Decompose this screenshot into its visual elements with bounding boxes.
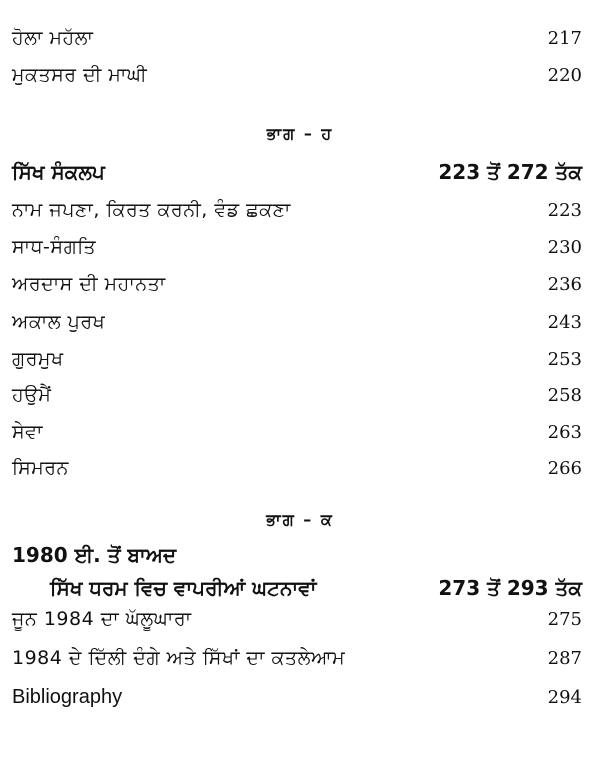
entry-page: 263 — [547, 422, 582, 443]
entry-title: ਸੇਵਾ — [12, 421, 43, 443]
entry-page: 223 — [547, 200, 582, 221]
entry-title: ਮੁਕਤਸਰ ਦੀ ਮਾਘੀ — [12, 64, 148, 86]
entry-title: ਹੋਲਾ ਮਹੱਲਾ — [12, 27, 94, 49]
entry-page: 258 — [547, 385, 582, 406]
entry-title: ਸਾਧ-ਸੰਗਤਿ — [12, 236, 97, 258]
section-header — [12, 576, 582, 600]
entry-page: 253 — [547, 349, 582, 370]
bibliography-title: Bibliography — [12, 686, 123, 708]
toc-entry — [12, 647, 582, 669]
entry-title: ਨਾਮ ਜਪਣਾ, ਕਿਰਤ ਕਰਨੀ, ਵੰਡ ਛਕਣਾ — [12, 199, 291, 221]
toc-entry — [12, 608, 582, 630]
entry-title: ਗੁਰਮੁਖ — [12, 348, 64, 370]
entry-page: 236 — [547, 274, 582, 295]
entry-page: 217 — [547, 28, 582, 49]
part-heading: ਭਾਗ – ਹ — [266, 124, 334, 143]
bibliography-entry — [12, 686, 582, 709]
bibliography-page: 294 — [547, 687, 582, 708]
toc-entry — [12, 27, 582, 49]
section-range: 223 ਤੋਂ 272 ਤੱਕ — [438, 160, 582, 184]
entry-page: 220 — [547, 65, 582, 86]
entry-title: 1984 ਦੇ ਦਿੱਲੀ ਦੰਗੇ ਅਤੇ ਸਿੱਖਾਂ ਦਾ ਕਤਲੇਆਮ — [12, 647, 346, 669]
toc-entry — [12, 421, 582, 443]
section-title: ਸਿੱਖ ਸੰਕਲਪ — [12, 160, 105, 184]
entry-title: ਜੂਨ 1984 ਦਾ ਘੱਲੂਘਾਰਾ — [12, 608, 192, 630]
entry-title: ਹਉਮੈਂ — [12, 384, 52, 406]
section-range: 273 ਤੋਂ 293 ਤੱਕ — [438, 576, 582, 600]
entry-page: 266 — [547, 458, 582, 479]
part-heading: ਭਾਗ – ਕ — [266, 510, 334, 529]
toc-entry — [12, 273, 582, 295]
toc-entry — [12, 311, 582, 333]
entry-page: 243 — [547, 312, 582, 333]
toc-entry — [12, 348, 582, 370]
section-title-line2: ਸਿੱਖ ਧਰਮ ਵਿਚ ਵਾਪਰੀਆਂ ਘਟਨਾਵਾਂ — [50, 576, 317, 600]
toc-entry — [12, 384, 582, 406]
entry-page: 275 — [547, 609, 582, 630]
entry-title: ਅਕਾਲ ਪੁਰਖ — [12, 311, 106, 333]
entry-page: 230 — [547, 237, 582, 258]
section-title-line1: 1980 ਈ. ਤੋਂ ਬਾਅਦ — [12, 543, 177, 567]
entry-title: ਸਿਮਰਨ — [12, 457, 69, 479]
toc-entry — [12, 64, 582, 86]
entry-page: 287 — [547, 648, 582, 669]
section-header — [12, 160, 582, 184]
toc-entry — [12, 199, 582, 221]
toc-entry — [12, 457, 582, 479]
toc-entry — [12, 236, 582, 258]
entry-title: ਅਰਦਾਸ ਦੀ ਮਹਾਨਤਾ — [12, 273, 166, 295]
